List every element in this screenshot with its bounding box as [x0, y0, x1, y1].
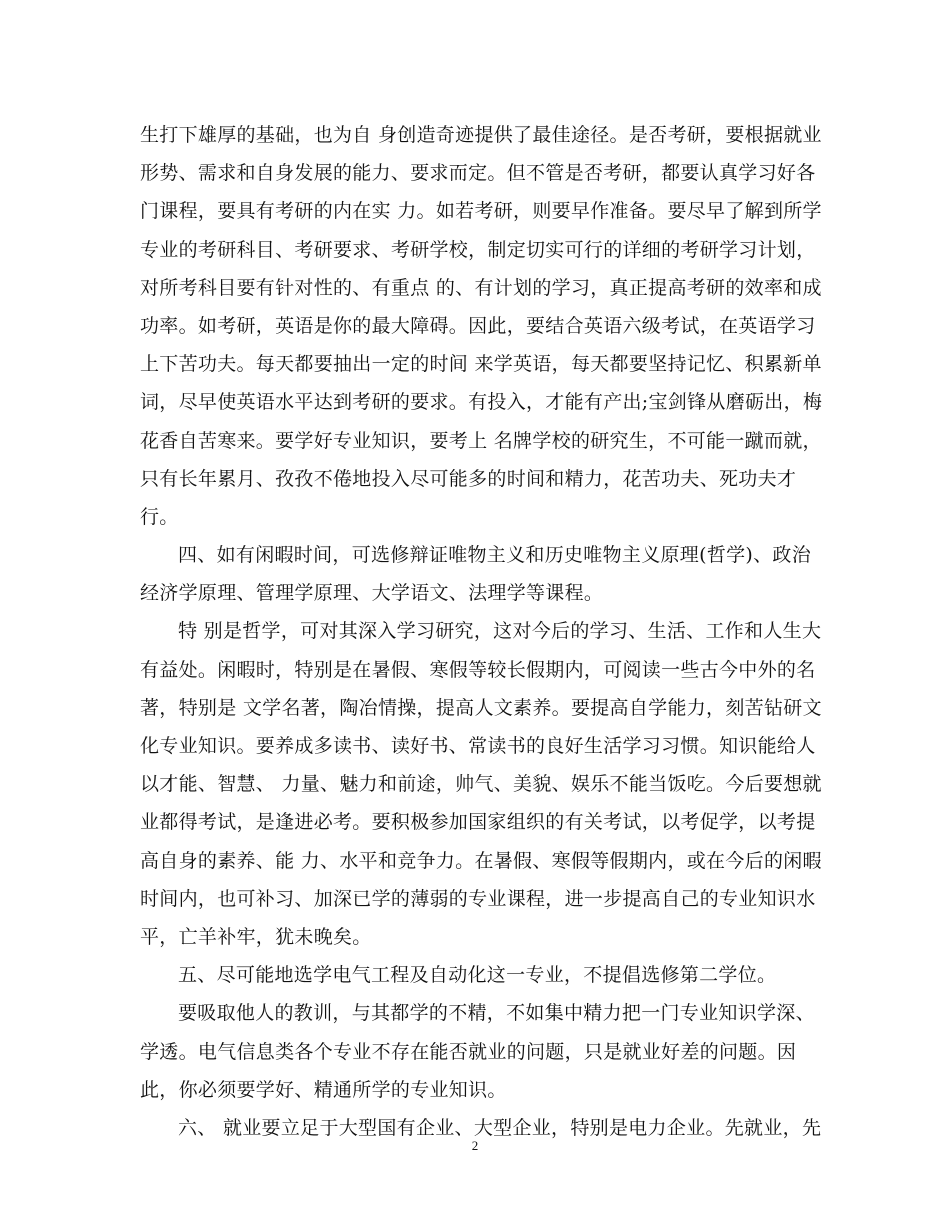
text-line: 经济学原理、管理学原理、大学语文、法理学等课程。 [140, 582, 604, 605]
text-line: 行。 [140, 505, 179, 528]
text-line: 时间内，也可补习、加深已学的薄弱的专业课程，进一步提高自己的专业知识水 [140, 887, 816, 910]
section-heading-5: 五、尽可能地选学电气工程及自动化这一专业，不提倡选修第二学位。 [178, 964, 777, 987]
text-line: 化专业知识。要养成多读书、读好书、常读书的良好生活学习习惯。知识能给人 [140, 735, 816, 757]
text-line: 功率。如考研，英语是你的最大障碍。因此，要结合英语六级考试，在英语学习 [140, 314, 816, 337]
text-line: 以才能、智慧、 力量、魅力和前途，帅气、美貌、娱乐不能当饭吃。今后要想就 [140, 773, 822, 796]
paragraph-start: 特 别是哲学，可对其深入学习研究，这对今后的学习、生活、工作和人生大 [178, 620, 822, 643]
text-line: 著，特别是 文学名著，陶冶情操，提高人文素养。要提高自学能力，刻苦钻研文 [140, 696, 822, 719]
text-line: 此，你必须要学好、精通所学的专业知识。 [140, 1078, 507, 1101]
body-text [140, 116, 823, 1147]
text-line: 有益处。闲暇时，特别是在暑假、寒假等较长假期内，可阅读一些古今中外的名 [140, 658, 816, 681]
text-line: 业都得考试，是逢进必考。要积极参加国家组织的有关考试，以考促学，以考提 [140, 811, 816, 834]
text-line: 生打下雄厚的基础，也为自 身创造奇迹提供了最佳途径。是否考研，要根据就业 [140, 124, 822, 146]
text-line: 门课程，要具有考研的内在实 力。如若考研，则要早作准备。要尽早了解到所学 [140, 200, 822, 223]
text-line: 词，尽早使英语水平达到考研的要求。有投入，才能有产出;宝剑锋从磨砺出，梅 [140, 391, 823, 414]
section-heading-6: 六、 就业要立足于大型国有企业、大型企业，特别是电力企业。先就业，先 [178, 1116, 822, 1139]
text-line: 上下苦功夫。每天都要抽出一定的时间 来学英语，每天都要坚持记忆、积累新单 [140, 353, 822, 376]
text-line: 专业的考研科目、考研要求、考研学校，制定切实可行的详细的考研学习计划， [140, 238, 816, 261]
text-line: 只有长年累月、孜孜不倦地投入尽可能多的时间和精力，花苦功夫、死功夫才 [140, 467, 797, 490]
page-number: 2 [471, 1138, 479, 1153]
text-line: 形势、需求和自身发展的能力、要求而定。但不管是否考研，都要认真学习好各 [140, 162, 816, 185]
text-line: 花香自苦寒来。要学好专业知识，要考上 名牌学校的研究生，不可能一蹴而就， [140, 429, 822, 452]
text-line: 学透。电气信息类各个专业不存在能否就业的问题，只是就业好差的问题。因 [140, 1040, 797, 1063]
section-heading-4: 四、如有闲暇时间，可选修辩证唯物主义和历史唯物主义原理(哲学)、政治 [178, 544, 812, 567]
text-line: 高自身的素养、能 力、水平和竞争力。在暑假、寒假等假期内，或在今后的闲暇 [140, 849, 822, 872]
text-line: 平，亡羊补牢，犹未晚矣。 [140, 925, 372, 948]
paragraph-start: 要吸取他人的教训，与其都学的不精，不如集中精力把一门专业知识学深、 [178, 1002, 815, 1025]
text-line: 对所考科目要有针对性的、有重点 的、有计划的学习，真正提高考研的效率和成 [140, 276, 822, 299]
